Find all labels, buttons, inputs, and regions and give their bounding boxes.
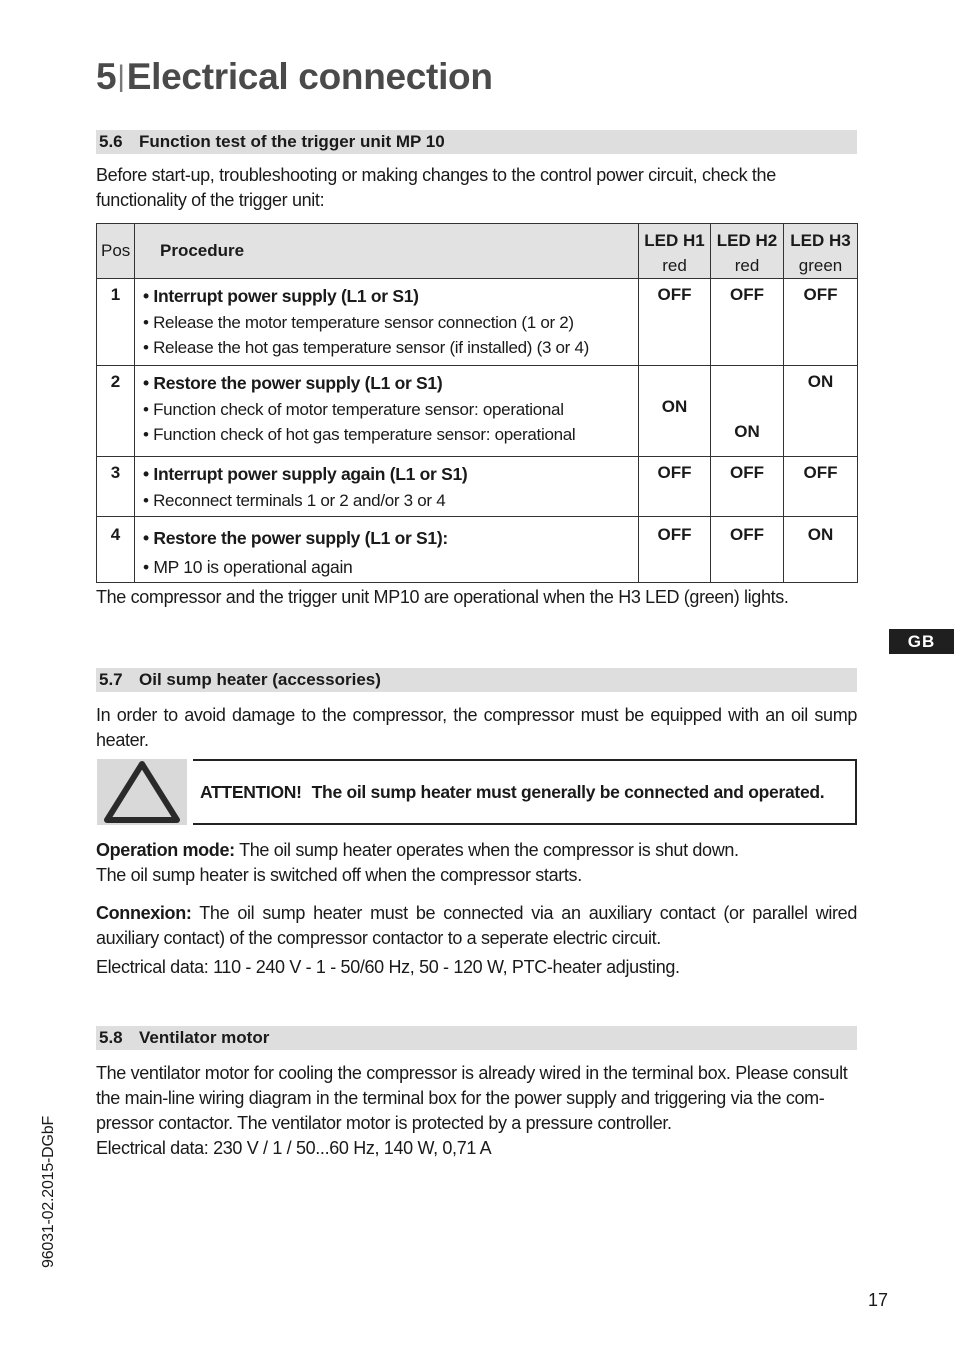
operation-mode-paragraph: Operation mode: The oil sump heater operates when the compressor is shut down. The oil sump heater is switched off when the compressor starts.: [96, 840, 739, 885]
section-heading-5-7: 5.7 Oil sump heater (accessories): [96, 668, 857, 692]
table-row: [97, 457, 858, 517]
led-h3-state: OFF: [784, 457, 858, 517]
warning-triangle-icon: [97, 759, 187, 825]
led-h2-state: OFF: [711, 517, 784, 583]
header-led-h1: LED H1 red: [639, 224, 711, 279]
operation-mode-label: Operation mode:: [96, 840, 235, 860]
procedure-step: • Restore the power supply (L1 or S1):: [143, 528, 448, 548]
intro-paragraph-5-7: In order to avoid damage to the compressor, the compressor must be equipped with an oil sump heater.: [96, 705, 857, 750]
row-procedure: [135, 517, 639, 583]
table-row: [97, 366, 858, 457]
procedure-substep: • Function check of hot gas temperature sensor: operational: [143, 425, 576, 444]
led-h2-state: OFF: [711, 279, 784, 366]
section-heading-5-8: 5.8 Ventilator motor: [96, 1026, 857, 1050]
procedure-substep: • MP 10 is operational again: [143, 557, 353, 577]
page-number: 17: [868, 1290, 889, 1310]
procedure-step: • Interrupt power supply (L1 or S1): [143, 286, 419, 306]
led-h3-state: ON: [784, 517, 858, 583]
led-h1-state: OFF: [639, 517, 711, 583]
row-pos: 3: [97, 457, 135, 517]
table-footer-note: The compressor and the trigger unit MP10 are operational when the H3 LED (green) lights.: [96, 587, 789, 607]
language-tab-gb: GB: [889, 629, 954, 654]
heater-electrical-data: Electrical data: 110 - 240 V - 1 - 50/60 Hz, 50 - 120 W, PTC-heater adjusting.: [96, 957, 680, 977]
row-pos: 1: [97, 279, 135, 366]
intro-paragraph-5-6: Before start-up, troubleshooting or making changes to the control power circuit, check the functionality of the trigger unit:: [96, 165, 776, 210]
function-test-table: [96, 223, 858, 583]
procedure-step: • Interrupt power supply again (L1 or S1): [143, 464, 468, 484]
led-h3-state: OFF: [784, 279, 858, 366]
row-procedure: [135, 457, 639, 517]
row-procedure: [135, 366, 639, 457]
table-row: [97, 279, 858, 366]
led-h1-state: OFF: [639, 457, 711, 517]
procedure-step: • Restore the power supply (L1 or S1): [143, 373, 443, 393]
row-pos: 2: [97, 366, 135, 457]
header-procedure: Procedure: [135, 224, 639, 279]
connexion-paragraph: Connexion: The oil sump heater must be connected via an auxiliary contact (or parallel wired auxiliary contact) of the compressor contactor to a seperate electric circuit.: [96, 903, 857, 948]
attention-label: ATTENTION!: [200, 781, 302, 802]
document-code: 96031-02.2015-DGbF: [40, 1115, 57, 1268]
procedure-substep: • Reconnect terminals 1 or 2 and/or 3 or 4: [143, 490, 446, 510]
led-h3-state: ON: [784, 366, 858, 457]
led-h1-state: OFF: [639, 279, 711, 366]
row-procedure: [135, 279, 639, 366]
attention-box: [193, 759, 857, 825]
header-led-h2: LED H2 red: [711, 224, 784, 279]
header-pos: Pos: [97, 224, 135, 279]
table-header-row: [97, 224, 858, 279]
led-h1-state: ON: [639, 366, 711, 457]
header-led-h3: LED H3 green: [784, 224, 858, 279]
attention-text: The oil sump heater must generally be connected and operated.: [311, 781, 825, 802]
procedure-substep: • Function check of motor temperature sensor: operational: [143, 399, 564, 419]
section-heading-5-6: 5.6 Function test of the trigger unit MP 10: [96, 130, 857, 154]
procedure-substep: • Release the motor temperature sensor connection (1 or 2): [143, 312, 574, 332]
led-h2-state: OFF: [711, 457, 784, 517]
row-pos: 4: [97, 517, 135, 583]
procedure-substep: • Release the hot gas temperature sensor (if installed) (3 or 4): [143, 338, 589, 357]
table-row: [97, 517, 858, 583]
led-h2-state: ON: [711, 366, 784, 457]
page-title: 5|Electrical connection: [96, 56, 493, 97]
connexion-label: Connexion:: [96, 903, 192, 923]
warning-icon-box: [97, 759, 187, 825]
ventilator-motor-paragraph: The ventilator motor for cooling the compressor is already wired in the terminal box. Please consult the main-line wiring diagram in the terminal box for the power supply and triggering via the com- pressor contactor. The ventilator motor is protected by a pressure controller. Electrical data: 230 V / 1 / 50...60 Hz, 140 W, 0,71 A: [96, 1063, 848, 1158]
